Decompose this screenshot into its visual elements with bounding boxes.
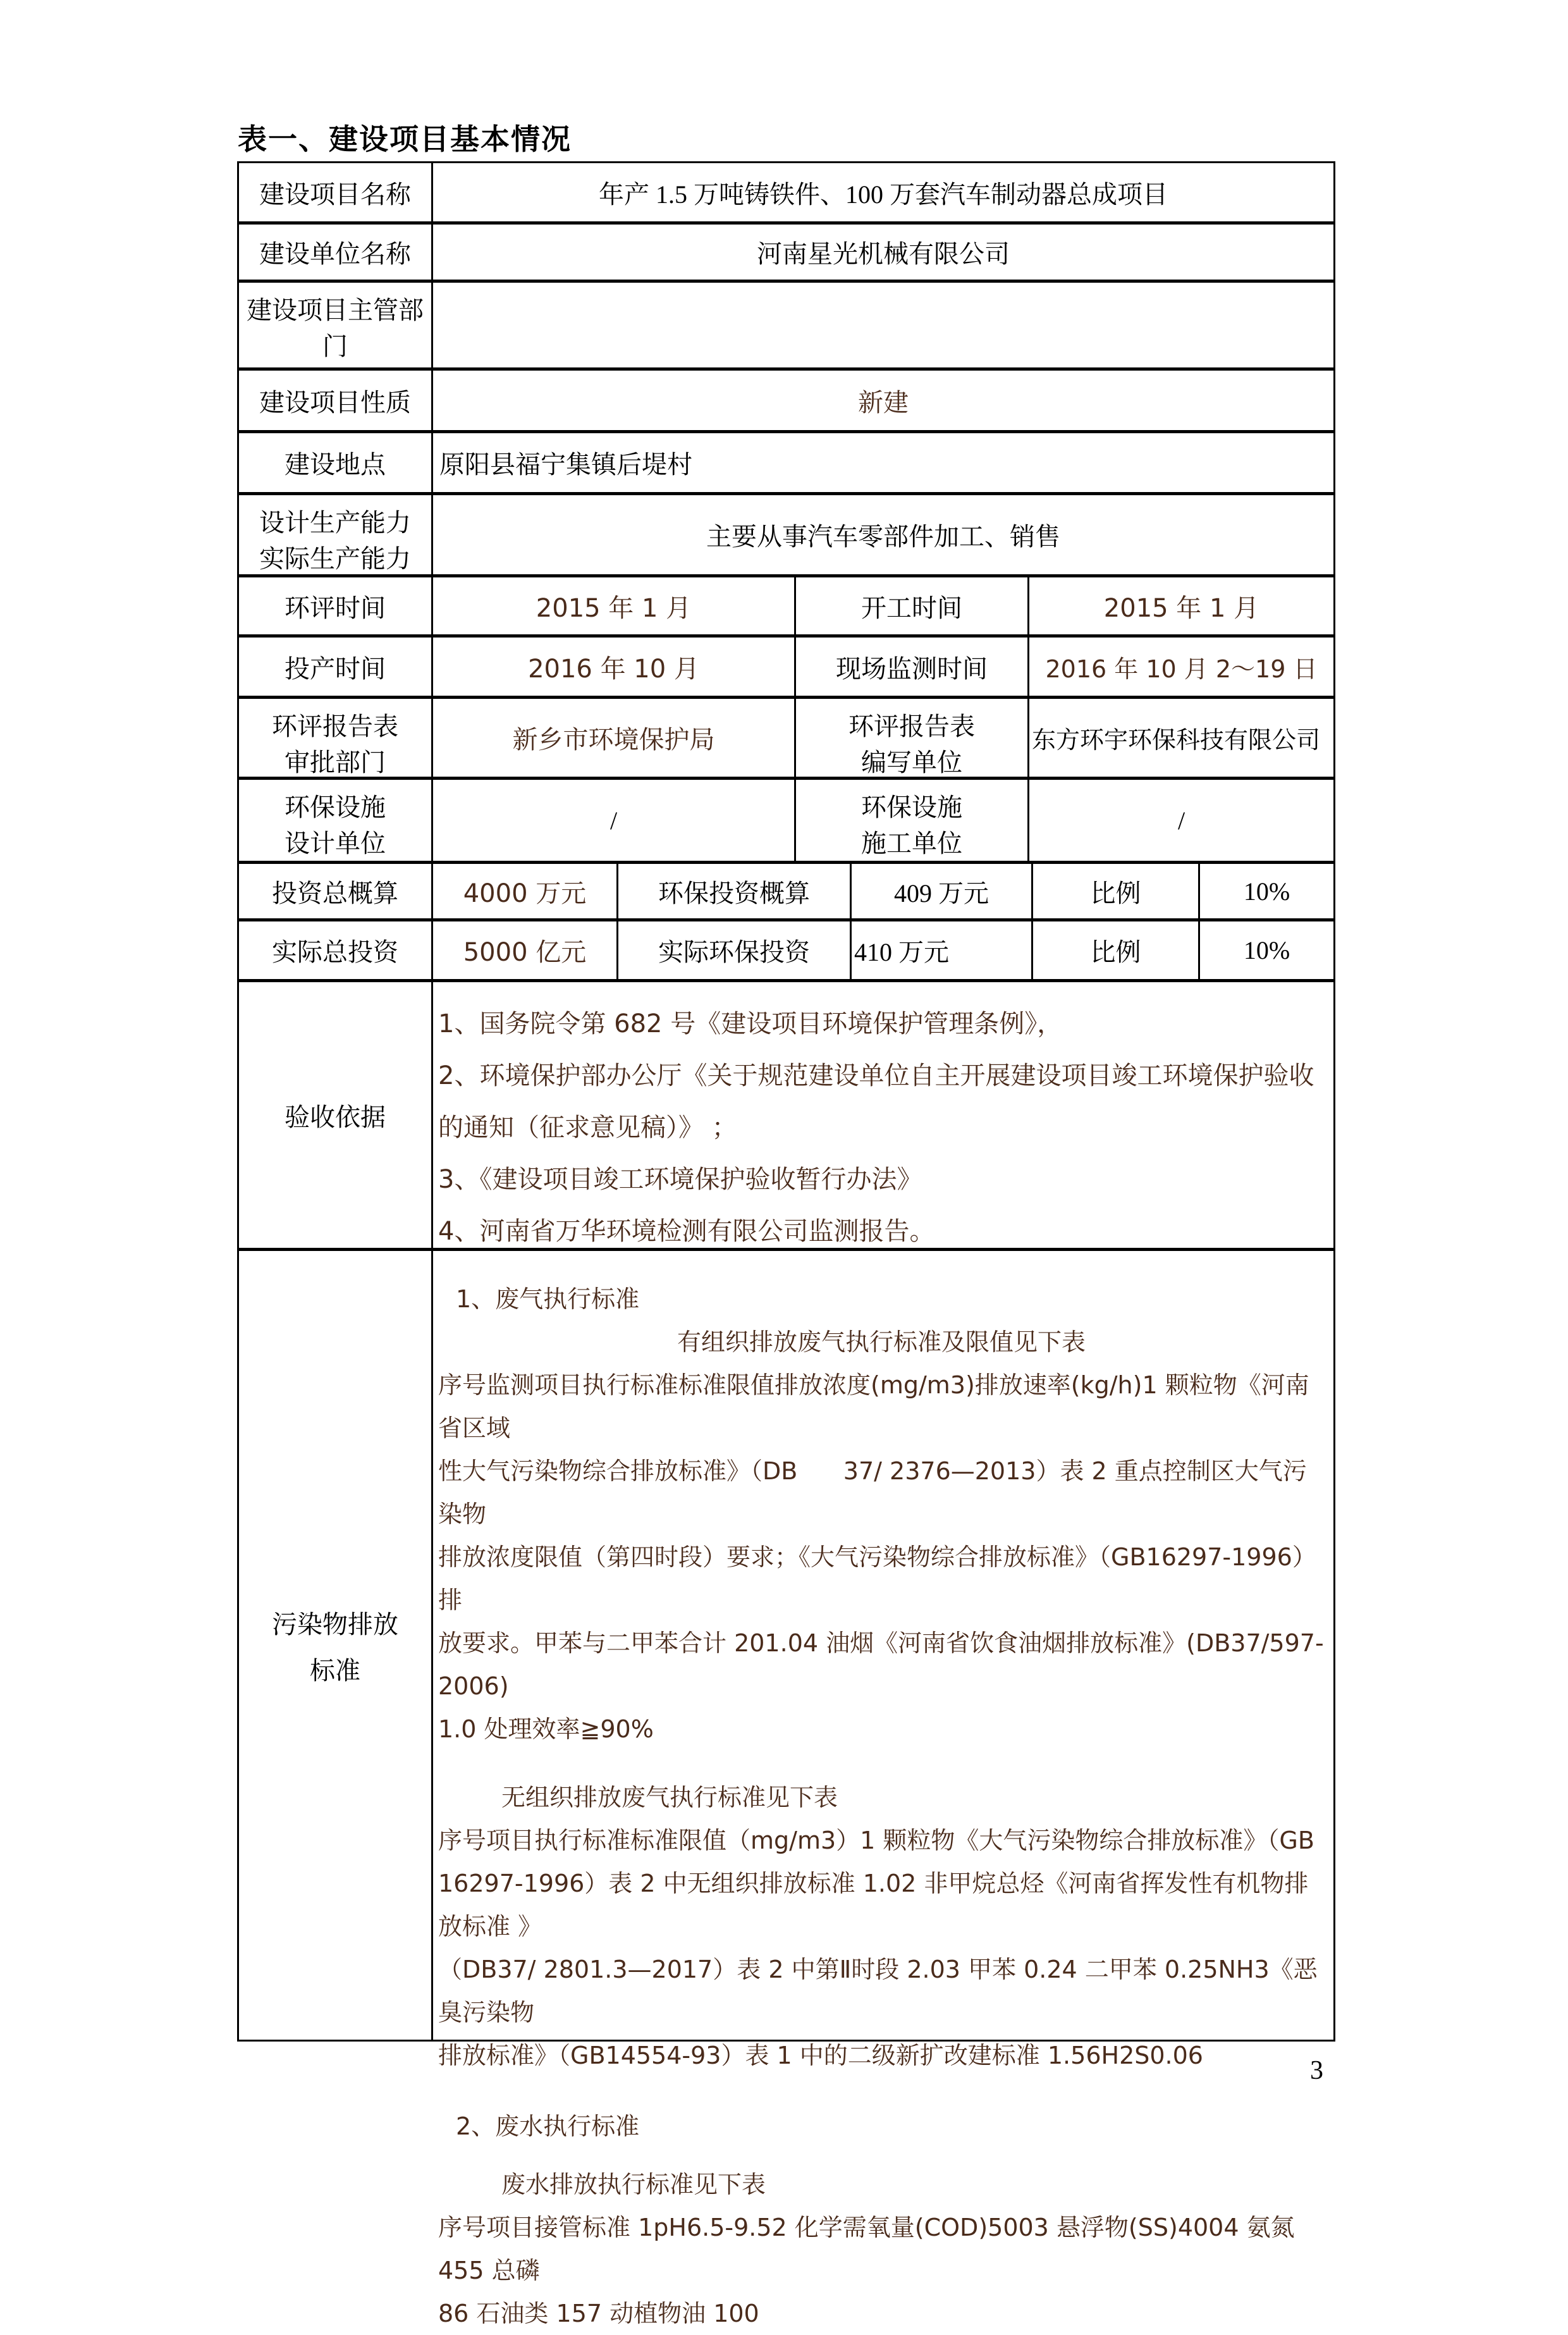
row-env-facility-units — [239, 777, 1333, 861]
text-line: 序号项目接管标准 1pH6.5-9.52 化学需氧量(COD)5003 悬浮物(SS)4004 氨氮 455 总磷 — [438, 2214, 1302, 2284]
text-line: 性大气污染物综合排放标准》（DB 37/ 2376—2013）表 2 重点控制区大气污染物 — [438, 1457, 1307, 1528]
row-pollutant-discharge-standards — [239, 1248, 1333, 2327]
label-cell: 环保投资概算 — [618, 864, 852, 918]
label-line: 标准 — [310, 1656, 360, 1685]
value-cell: 410 万元 — [852, 921, 1033, 979]
value-cell: 409 万元 — [852, 864, 1033, 918]
row-project-nature — [239, 367, 1333, 430]
value-cell: 2016 年 10 月 — [433, 638, 796, 696]
text-line: 废水排放执行标准见下表 — [501, 2171, 766, 2198]
text-line: 1.0 处理效率≧90% — [438, 1715, 654, 1743]
label-cell: 验收依据 — [239, 982, 433, 1248]
label-cell: 建设单位名称 — [239, 225, 433, 280]
label-line: 设计生产能力 — [259, 508, 411, 537]
row-acceptance-basis — [239, 979, 1333, 1248]
label-line: 环保设施 — [285, 793, 386, 822]
value-cell: 4000 万元 — [433, 864, 618, 918]
value-cell: / — [1177, 806, 1185, 835]
text-line: 3、《建设项目竣工环境保护验收暂行办法》 — [438, 1165, 922, 1194]
value-cell: 年产 1.5 万吨铸铁件、100 万套汽车制动器总成项目 — [599, 180, 1168, 209]
text-line: 4、河南省万华环境检测有限公司监测报告。 — [438, 1217, 935, 1246]
text-line: 1、国务院令第 682 号《建设项目环境保护管理条例》， — [438, 1009, 1063, 1038]
label-cell — [239, 699, 433, 777]
text-line: 的通知（征求意见稿）》 ； — [438, 1113, 737, 1142]
label-cell: 开工时间 — [796, 577, 1029, 634]
page-number: 3 — [1310, 2056, 1323, 2085]
text-line: 放要求。甲苯与二甲苯合计 201.04 油烟《河南省饮食油烟排放标准》(DB37/597-2006) — [438, 1629, 1324, 1700]
label-line: 施工单位 — [861, 829, 962, 858]
label-line: 建设项目主管部 — [247, 296, 424, 324]
row-total-investment-estimate — [239, 861, 1333, 918]
label-cell: 建设项目名称 — [239, 163, 433, 221]
row-construction-site — [239, 430, 1333, 492]
value-cell: 2015 年 1 月 — [1103, 593, 1259, 623]
value-cell: 2015 年 1 月 — [433, 577, 796, 634]
label-cell: 投产时间 — [239, 638, 433, 696]
label-line: 审批部门 — [285, 748, 386, 777]
row-eia-report-units — [239, 696, 1333, 777]
label-line: 环评报告表 — [272, 712, 398, 741]
value-cell: 原阳县福宁集镇后堤村 — [439, 450, 692, 479]
value-cell: 5000 亿元 — [433, 921, 618, 979]
label-cell: 建设项目性质 — [239, 371, 433, 430]
label-cell: 实际总投资 — [239, 921, 433, 979]
label-cell: 比例 — [1033, 921, 1200, 979]
label-cell — [239, 283, 433, 367]
label-line: 环保设施 — [861, 793, 962, 822]
label-line: 环评报告表 — [848, 712, 975, 741]
row-project-name — [239, 163, 1333, 221]
value-cell: 新乡市环境保护局 — [433, 699, 796, 777]
text-line: 序号项目执行标准标准限值（mg/m3）1 颗粒物《大气污染物综合排放标准》（GB — [438, 1827, 1314, 1854]
text-line: 2、环境保护部办公厅《关于规范建设单位自主开展建设项目竣工环境保护验收 — [438, 1061, 1314, 1090]
row-production-capacity — [239, 492, 1333, 574]
text-line: 排放浓度限值（第四时段）要求；《大气污染物综合排放标准》（GB16297-1996）排 — [438, 1543, 1316, 1614]
text-line: 有组织排放废气执行标准及限值见下表 — [677, 1328, 1086, 1356]
label-cell: 实际环保投资 — [618, 921, 852, 979]
value-cell: 2016 年 10 月 2～19 日 — [1045, 655, 1318, 683]
text-line: 2、废水执行标准 — [456, 2112, 640, 2140]
text-line: 86 石油类 157 动植物油 100 — [438, 2300, 759, 2327]
value-cell — [433, 283, 1333, 367]
label-cell — [239, 1251, 433, 2040]
text-line: 序号监测项目执行标准标准限值排放浓度(mg/m3)排放速率(kg/h)1 颗粒物《河南省区域 — [438, 1371, 1309, 1442]
value-cell: 主要从事汽车零部件加工、销售 — [706, 522, 1060, 551]
label-cell: 建设地点 — [239, 433, 433, 492]
text-line: 16297-1996）表 2 中无组织排放标准 1.02 非甲烷总烃《河南省挥发性有机物排放标准 》 — [438, 1870, 1309, 1940]
value-cell: / — [433, 780, 796, 861]
row-supervising-department — [239, 280, 1333, 367]
value-cell: 10% — [1243, 877, 1290, 906]
project-info-table — [237, 161, 1335, 2327]
text-line: 无组织排放废气执行标准见下表 — [501, 1784, 838, 1811]
label-cell — [796, 780, 1029, 861]
label-cell — [239, 780, 433, 861]
label-line: 设计单位 — [285, 829, 386, 858]
label-cell: 投资总概算 — [239, 864, 433, 918]
value-cell: 新建 — [858, 388, 909, 417]
value-cell: 河南星光机械有限公司 — [757, 240, 1010, 268]
text-line: 排放标准》（GB14554-93）表 1 中的二级新扩改建标准 1.56H2S0.06 — [438, 2042, 1203, 2069]
label-cell — [796, 699, 1029, 777]
label-line: 污染物排放 — [272, 1610, 398, 1639]
row-eia-time — [239, 574, 1333, 634]
label-cell: 现场监测时间 — [796, 638, 1029, 696]
text-line: （DB37/ 2801.3—2017）表 2 中第Ⅱ时段 2.03 甲苯 0.24 二甲苯 0.25NH3《恶臭污染物 — [438, 1956, 1318, 2026]
page-title: 表一、建设项目基本情况 — [238, 122, 572, 156]
value-cell: 10% — [1243, 936, 1290, 964]
value-cell — [433, 982, 1333, 1248]
row-operation-time — [239, 634, 1333, 696]
label-line: 编写单位 — [861, 748, 962, 777]
label-line: 门 — [322, 332, 348, 360]
value-cell — [433, 1251, 1333, 2327]
label-line: 实际生产能力 — [259, 545, 411, 573]
label-cell: 比例 — [1033, 864, 1200, 918]
row-company-name — [239, 221, 1333, 280]
row-actual-investment — [239, 918, 1333, 979]
value-cell: 东方环宇环保科技有限公司 — [1032, 727, 1321, 754]
label-cell: 环评时间 — [239, 577, 433, 634]
text-line: 1、废气执行标准 — [456, 1285, 640, 1313]
label-cell — [239, 495, 433, 574]
